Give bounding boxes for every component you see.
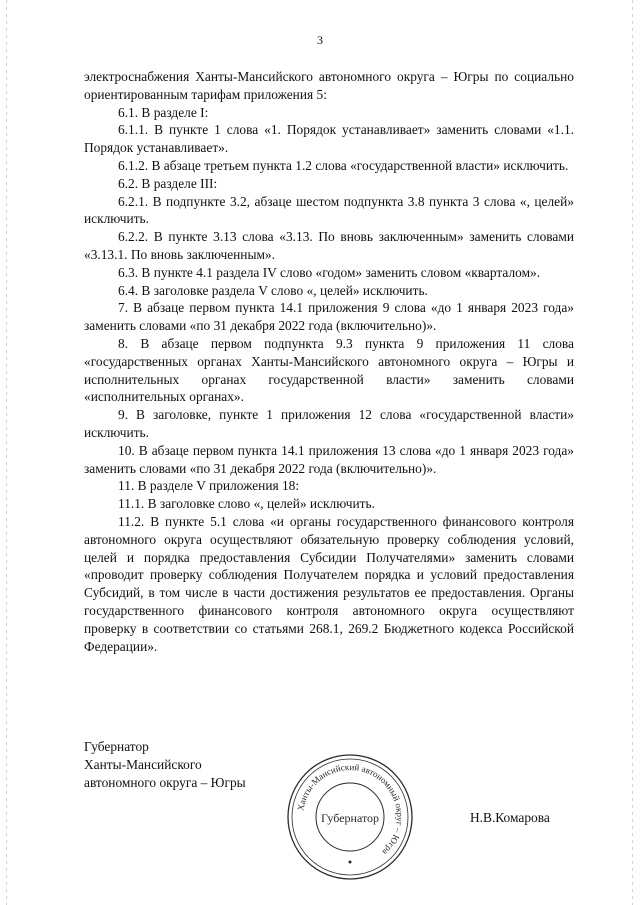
paragraph-6-1-1: 6.1.1. В пункте 1 слова «1. Порядок устанавливает» заменить словами «1.1. Порядок устанавливает».	[84, 122, 574, 156]
signature-title	[84, 738, 246, 791]
paragraph-6-2-2: 6.2.2. В пункте 3.13 слова «3.13. По вновь заключенным» заменить словами «3.13.1. По вновь заключенным».	[84, 229, 574, 262]
document-body	[84, 68, 574, 655]
signer-name: Н.В.Комарова	[470, 810, 550, 825]
paragraph-6-1-2: 6.1.2. В абзаце третьем пункта 1.2 слова «государственной власти» исключить.	[118, 157, 569, 173]
paragraph-11-1: 11.1. В заголовке слово «, целей» исключить.	[118, 496, 375, 512]
paragraph-11: 11. В разделе V приложения 18:	[118, 478, 300, 494]
signature-title-line1: Губернатор	[84, 739, 149, 754]
paragraph-6-3: 6.3. В пункте 4.1 раздела IV слово «годом» заменить словом «кварталом».	[118, 264, 541, 280]
paragraph-6-1: 6.1. В разделе I:	[118, 104, 209, 120]
paragraph-continuation: электроснабжения Ханты-Мансийского автономного округа – Югры по социально ориентированным тарифам приложения 5:	[84, 69, 574, 102]
seal-center-text: Губернатор	[320, 811, 380, 825]
right-margin-scan-line	[632, 0, 633, 905]
seal-dot	[349, 861, 352, 864]
signature-title-line2: Ханты-Мансийского	[84, 756, 202, 772]
paragraph-6-2-1: 6.2.1. В подпункте 3.2, абзаце шестом подпункта 3.8 пункта 3 слова «, целей» исключить.	[84, 193, 574, 227]
signature-title-line3: автономного округа – Югры	[84, 774, 246, 790]
left-margin-scan-line	[6, 0, 7, 905]
paragraph-8: 8. В абзаце первом подпункта 9.3 пункта 9 приложения 11 слова «государственных органах Ханты-Мансийского автономного округа – Югры и исполнительных органах государственной власти» заменить словами «исполнительных органах».	[84, 335, 574, 405]
paragraph-7: 7. В абзаце первом пункта 14.1 приложения 9 слова «до 1 января 2023 года» заменить словами «по 31 декабря 2022 года (включительно)».	[84, 300, 574, 334]
paragraph-6-4: 6.4. В заголовке раздела V слово «, целей» исключить.	[118, 282, 428, 298]
page-number: 3	[317, 33, 323, 47]
paragraph-11-2: 11.2. В пункте 5.1 слова «и органы государственного финансового контроля автономного округа осуществляют обязательную проверку соблюдения условий, целей и порядка предоставления Субсидии Получателями» заменить словами «проводит проверку соблюдения Получателем порядка и условий предоставления Субсидий, в том числе в части достижения результатов ее предоставления. Органы государственного финансового контроля автономного округа осуществляют проверку в соответствии со статьями 268.1, 269.2 Бюджетного кодекса Российской Федерации».	[84, 513, 574, 654]
paragraph-9: 9. В заголовке, пункте 1 приложения 12 слова «государственной власти» исключить.	[84, 407, 574, 440]
paragraph-10: 10. В абзаце первом пункта 14.1 приложения 13 слова «до 1 января 2023 года» заменить словами «по 31 декабря 2022 года (включительно)».	[84, 442, 574, 476]
paragraph-6-2: 6.2. В разделе III:	[118, 175, 218, 191]
official-seal-stamp	[285, 752, 415, 882]
seal-ring-text: Ханты-Мансийский автономный округ – Югра	[295, 761, 406, 858]
